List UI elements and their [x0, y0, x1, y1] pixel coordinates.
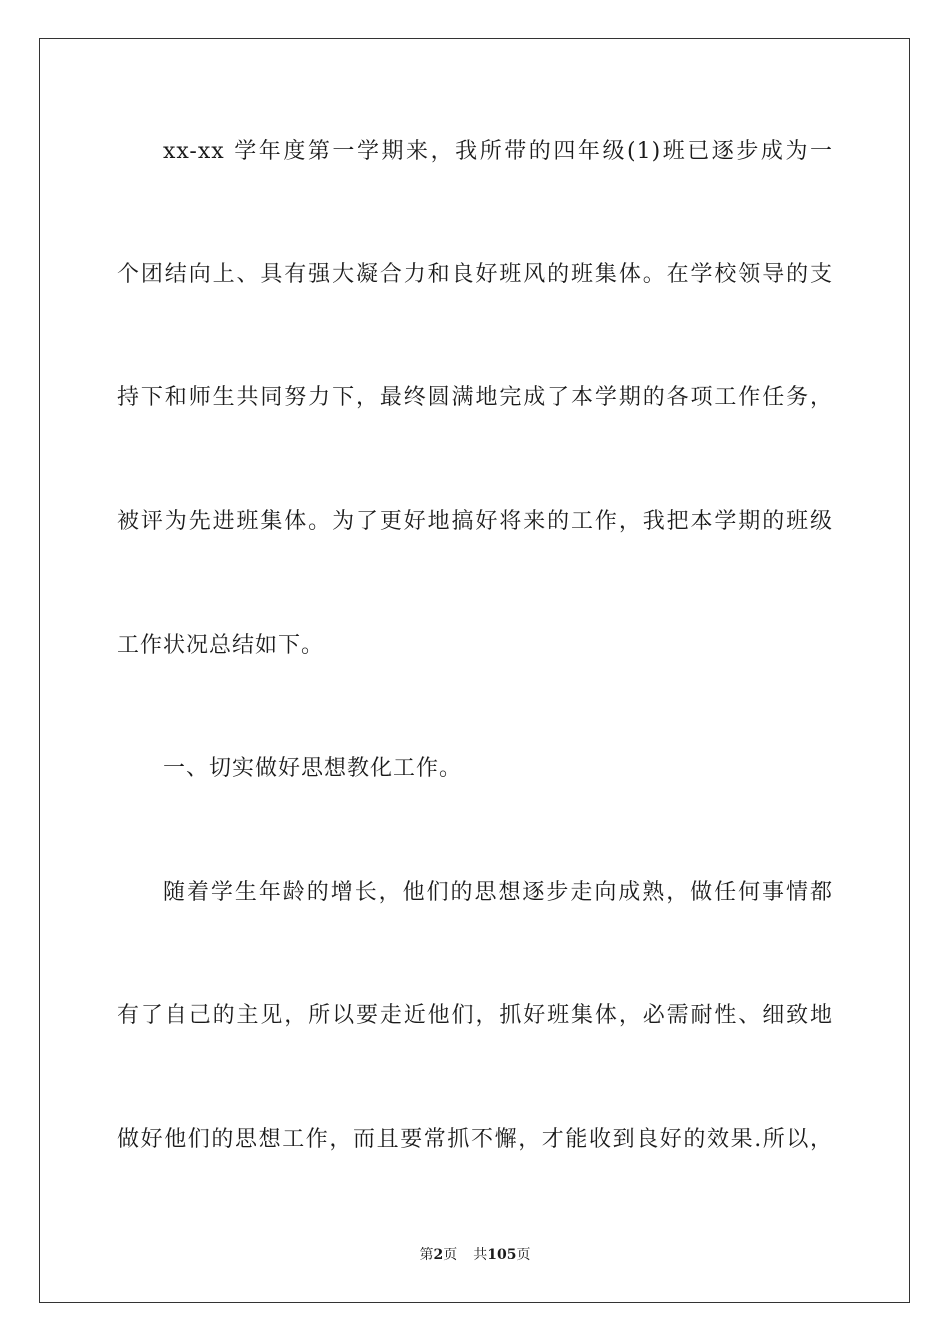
paragraph-line-3: 持下和师生共同努力下，最终圆满地完成了本学期的各项工作任务，	[117, 385, 833, 410]
paragraph-line-4: 被评为先进班集体。为了更好地搞好将来的工作，我把本学期的班级	[117, 509, 833, 534]
page-footer	[0, 1245, 950, 1265]
footer-total-label: 共	[473, 1247, 488, 1263]
page-frame	[39, 38, 910, 1303]
paragraph-line-2: 个团结向上、具有强大凝合力和良好班风的班集体。在学校领导的支	[117, 262, 833, 287]
paragraph-line-8: 做好他们的思想工作，而且要常抓不懈，才能收到良好的效果.所以，	[117, 1127, 833, 1152]
footer-total-suffix: 页	[516, 1247, 531, 1263]
footer-page-label: 第	[419, 1247, 434, 1263]
paragraph-line-7: 有了自己的主见，所以要走近他们，抓好班集体，必需耐性、细致地	[117, 1003, 833, 1028]
footer-page-suffix: 页	[443, 1247, 458, 1263]
footer-total-pages: 105	[487, 1247, 517, 1263]
paragraph-line-5: 工作状况总结如下。	[117, 633, 325, 658]
section-heading: 一、切实做好思想教化工作。	[163, 756, 463, 781]
paragraph-line-1: xx-xx 学年度第一学期来，我所带的四年级(1)班已逐步成为一	[163, 139, 833, 164]
paragraph-line-6: 随着学生年龄的增长，他们的思想逐步走向成熟，做任何事情都	[163, 880, 833, 905]
footer-page-number: 2	[433, 1247, 444, 1263]
